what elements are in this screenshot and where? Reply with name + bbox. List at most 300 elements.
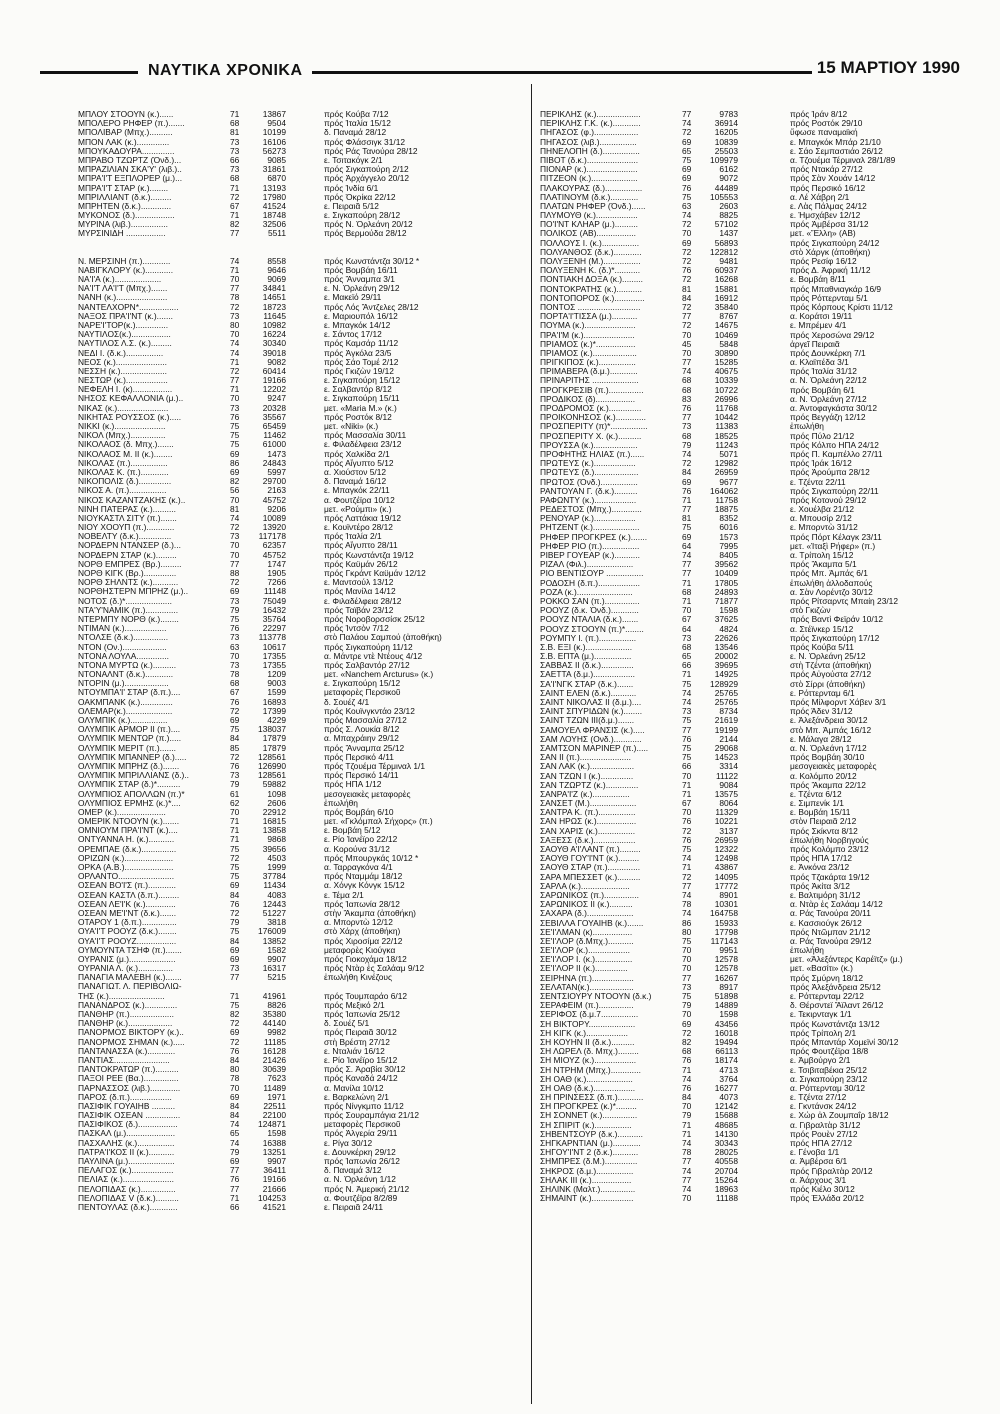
ship-status: πρός Ἰράκ 16/12 [790,459,852,469]
tonnage: 105553 [710,192,738,202]
tonnage: 10301 [714,900,738,910]
build-year: 73 [230,660,240,670]
ship-entry [78,284,528,293]
ship-entry [540,1010,980,1019]
tonnage: 9951 [719,946,738,956]
ship-name: ΟΛΥΜΠΙΚ ΜΠΡΙΛΛΙΑΝΣ (δ.).. [78,771,189,781]
tonnage: 48685 [714,1120,738,1130]
ship-entry [540,1047,980,1056]
ship-status: πρός Ρόττερνταμ 5/1 [790,293,868,303]
tonnage: 8558 [267,256,286,266]
tonnage: 43456 [714,1019,738,1029]
ship-name: ΝΟΡΘΗΣΤΕΡΝ ΜΠΡΗΖ (μ.).. [78,587,189,597]
ship-entry [78,229,528,238]
ship-name: ΠΡΩΤΕΥΣ (δ.)................... [540,468,639,478]
ship-entry [540,1038,980,1047]
build-year: 70 [682,771,692,781]
tonnage: 20704 [714,1166,738,1176]
ship-status: α. Στέϊνκερ 15/12 [790,624,854,634]
ship-status: πρός Χαλκίδα 2/1 [324,449,390,459]
ship-entry [78,670,528,679]
ship-name: ΣΑΡΩΝΙΚΟΣ (π.)............... [540,890,639,900]
ship-entry [540,983,980,992]
build-year: 64 [682,624,692,634]
ship-entry [540,606,980,615]
build-year: 71 [230,991,240,1001]
ship-name: ΠΑΝΟΡΜΟΣ ΣΗΜΑΝ (κ.)..... [78,1037,185,1047]
ship-entry [78,652,528,661]
ship-name: ΝΑΝΤΕΛΧΟΡΝ*................. [78,302,179,312]
ship-status: πρός Γκράντ Καϋμάν 12/12 [324,569,426,578]
ship-status: πρός Κωνστάντζα 30/12 * [324,256,420,266]
build-year: 82 [230,477,240,487]
ship-entry [540,404,980,413]
tonnage: 8352 [719,514,738,524]
build-year: 70 [682,606,692,616]
build-year: 70 [230,651,240,661]
ship-status: ε. Πειραιᾶ 24/11 [324,1202,384,1212]
tonnage: 71877 [714,596,738,606]
ship-name: ΣΕΡΑΦΕΙΜ (π.)............... [540,1001,634,1011]
ship-entry [78,202,528,211]
tonnage: 9084 [719,780,738,790]
ship-status: ε. Μάλαγα 28/12 [790,734,852,744]
ship-entry [540,1001,980,1010]
ship-name: ΝΤΑ'Υ'ΝΑΜΙΚ (π.).............. [78,605,179,615]
tonnage: 11645 [263,311,286,321]
ship-name: ΣΗΓΚΑΡΝΤΙΑΝ (μ.)............ [540,1139,641,1148]
tonnage: 17798 [714,927,738,937]
ship-status: πρός Περσικό 4/11 [324,752,394,762]
ship-entry [540,202,980,211]
ship-status: πρός Γιοκοχάμα 18/12 [324,954,407,964]
ship-status: ε. Ἀμβούργο 2/1 [790,1056,851,1066]
ship-entry [78,744,528,753]
tonnage: 16893 [262,697,286,707]
ship-entry [78,854,528,863]
tonnage: 117178 [258,532,286,542]
build-year: 73 [230,771,240,781]
tonnage: 35840 [714,302,738,312]
ship-entry [540,799,980,808]
ship-entry [78,891,528,900]
ship-name: ΝΙΚΗΤΑΣ ΡΟΥΣΣΟΣ (κ.)..... [78,412,182,422]
ship-entry [540,376,980,385]
ship-status: πρός Καϋμάν 26/12 [324,559,398,569]
ship-status: πρός Λός Ἄντζελες 28/12 [324,302,419,312]
ship-name: ΝΑΒΙΓΚΛΟΡΥ (κ.)............ [78,265,174,275]
build-year: 45 [682,339,692,349]
ship-status: πρός Πειραιᾶ 30/12 [324,1028,397,1038]
ship-status: ε. Δουνκέρκη 29/12 [324,1147,396,1157]
tonnage: 65459 [262,422,286,431]
ship-status: ε. Ρόττερνταμ 22/12 [790,992,864,1001]
ship-status: μετ. «Ἰταξὶ Ρήφερ» (π.) [790,541,876,551]
tonnage: 39018 [262,348,286,358]
ship-entry [78,312,528,321]
build-year: 77 [682,1175,692,1185]
ship-entry [78,1047,528,1056]
tonnage: 1747 [267,559,286,569]
tonnage: 1999 [267,863,286,872]
ship-status: μετ. «Βασίτι» (κ.) [790,964,853,974]
ship-name: ΟΛΥΜΠΙΚ ΑΡΜΟΡ ΙΙ (π.).... [78,725,181,735]
tonnage: 109979 [710,155,738,165]
ship-entry [540,836,980,845]
build-year: 77 [682,1157,692,1167]
ship-name: ΝΙΟΥ ΧΟΟΥΠ (π.)............ [78,523,175,533]
build-year: 74 [682,688,692,698]
ship-status: ε. Ἀλεξάνδρεια 30/12 [790,716,868,726]
tonnage: 37625 [714,615,738,625]
build-year: 73 [230,311,240,321]
tonnage: 12322 [714,845,738,854]
build-year: 66 [682,762,692,772]
tonnage: 9907 [267,1157,286,1166]
ship-status: πρός Τρίπολη 2/1 [790,1028,857,1038]
ship-entry [540,1185,980,1194]
ship-name: ΤΗΣ (κ.)........................ [78,991,165,1001]
build-year: 71 [682,863,692,873]
ship-entry [540,1093,980,1102]
ship-status: πρός Φλάσσιγκ 31/12 [324,137,406,147]
tonnage: 1209 [267,670,286,680]
ship-name: ΣΗΛΙΝΚ (Μαλτ.)............... [540,1184,636,1194]
column-divider [531,84,532,1404]
ship-entry [540,174,980,183]
tonnage: 22100 [262,1111,286,1121]
tonnage: 36411 [263,1166,286,1176]
ship-entry [540,643,980,652]
ship-name: ΝΟΒΕΛΤΥ (δ.κ.).............. [78,532,172,542]
build-year: 67 [230,688,240,698]
build-year: 75 [682,936,692,946]
ship-entry [78,303,528,312]
ship-name: ΡΟΟΥΖ (δ.κ. Ὀνδ.)............ [540,606,639,616]
build-year: 75 [682,743,692,753]
tonnage: 11758 [715,495,738,505]
tonnage: 9003 [267,679,286,689]
ship-entry [78,863,528,872]
ship-status: μεσογειακὲς μεταφορὲς [790,762,877,772]
tonnage: 24893 [714,587,738,597]
ship-name: ΣΑΝ ΤΖΩΝ Ι (κ.).............. [540,771,634,781]
build-year: 73 [682,982,692,992]
tonnage: 11188 [715,1194,738,1204]
ship-status: πρός Περσικό 16/12 [790,183,866,193]
ship-name: ΣΑΡΩΝΙΚΟΣ ΙΙ (κ.).......... [540,900,633,910]
ship-status: πρός Μπουργκάς 10/12 * [324,853,419,863]
tonnage: 7266 [267,578,286,588]
ship-name: ΝΟΡΔΕΡΝ ΣΤΑΡ (κ.)......... [78,550,177,560]
ship-name: ΣΑΜ ΛΟΥΗΣ (Ονδ.)............ [540,734,642,744]
ship-status: ὕφωσε παναμαϊκή [790,128,858,138]
tonnage: 8064 [719,799,738,809]
tonnage: 35764 [262,614,286,624]
ship-name: ΣΕ'Ι'ΛΟΡ (κ.).................. [540,946,630,956]
build-year: 73 [682,422,692,432]
build-year: 74 [230,256,240,266]
ship-name: ΠΕΝΤΟΥΛΑΣ (δ.κ.)............ [78,1202,178,1212]
ship-status: ε. Βομβάη 5/12 [324,826,381,836]
build-year: 78 [230,1074,240,1084]
ship-name: ΝΙΚΟΛΑΟΣ Μ. ΙΙ (κ.)........ [78,449,173,459]
build-year: 67 [230,201,240,211]
ship-entry [78,918,528,927]
ship-entry [540,1121,980,1130]
ship-name: ΠΟΛΥΞΕΝΗ (Μ.)................ [540,257,641,266]
ship-name: ΣΕΒΙΛΛΑ ΓΟΥΑΙΗΒ (κ.)....... [540,918,644,928]
ship-name: ΠΡΩΤΕΥΣ (κ.).................. [540,459,636,469]
ship-entry [78,845,528,854]
ship-status: α. Τζουέμα Τέρμιναλ 28/1/89 [790,155,896,165]
ship-entry [78,431,528,440]
ship-entry [78,459,528,468]
build-year: 75 [682,155,692,165]
ship-name: ΣΗ ΟΑΘ (κ.).................... [540,1074,633,1084]
ship-entry [78,1129,528,1138]
ship-name: ΜΠΛΟΥ ΣΤΟΟΥΝ (κ.)...... [78,110,174,119]
build-year: 81 [682,284,692,294]
ship-entry [78,1065,528,1074]
ship-name: ΜΠΟΥΚΑΔΟΥΡΑ.............. [78,146,175,156]
ship-status: πρός Λαττάκια 19/12 [324,513,402,523]
tonnage: 8825 [719,211,738,221]
ship-name: ΝΟΤΟΣ (δ.)*.................... [78,596,172,606]
build-year: 69 [230,1028,240,1038]
tonnage: 35380 [262,1010,286,1019]
ship-name: ΠΑΝΘΗΡ (π.)................... [78,1010,174,1019]
ship-name: ΠΑΣΙΦΙΚ ΟΣΕΑΝ ............... [78,1111,181,1121]
tonnage: 11185 [263,1037,286,1047]
ship-status: στὸ Σίρρι (ἀποθήκη) [790,679,866,689]
ship-status: πρός Ν. Ἀμερική 21/12 [324,1184,410,1194]
build-year: 76 [682,835,692,845]
ship-entry [540,1020,980,1029]
ship-name: ΣΗ ΠΡΟΓΚΡΕΣ (κ.)*......... [540,1102,637,1112]
ship-name: ΟΛΕΜΑΡ(κ.).................... [78,706,173,716]
ship-status: μεταφορὲς Περσικοῦ [324,688,401,698]
tonnage: 17879 [262,734,286,744]
build-year: 71 [682,789,692,799]
ship-name: ΝΕΟΣ (κ.)...................... [78,357,167,367]
build-year: 85 [230,743,240,753]
ship-status: ε. Ν. Ὀρλεάνη 25/12 [790,652,866,662]
build-year: 80 [682,927,692,937]
ship-name: ΡΑΦΩΝΤΥ (κ.).................. [540,495,637,505]
ship-name: ΜΠΡΗΤΕΝ (δ.κ.)............. [78,201,172,211]
ship-entry [78,771,528,780]
ship-entry [78,624,528,633]
ship-entry [540,184,980,193]
ship-entry [540,1194,980,1203]
header-rule-left [40,71,138,74]
ship-status: ε. Ρίγα 30/12 [324,1138,373,1148]
ship-entry [78,1175,528,1184]
build-year: 69 [230,945,240,955]
ship-status: ε. Τέμα 2/1 [324,890,364,900]
ship-entry [540,386,980,395]
tonnage: 5215 [267,973,286,983]
ship-name: ΠΛΑΤΙΝΟΥΜ (δ.κ.)............ [540,192,639,202]
ship-name: ΟΛΥΜΠΙΚ ΜΠΡΗΖ (δ.)....... [78,761,180,771]
tonnage: 10442 [714,413,738,423]
build-year: 69 [682,1019,692,1029]
ship-entry [78,1010,528,1019]
build-year: 71 [230,357,240,367]
ship-name: ΝΙΚΟΛΑΣ (π.)................ [78,458,168,468]
tonnage: 25765 [714,688,738,698]
ship-name: ΣΗ ΝΤΡΗΜ (Μπχ.)............. [540,1065,641,1075]
tonnage: 16815 [262,817,286,827]
ship-entry [540,588,980,597]
tonnage: 14675 [714,321,738,331]
ship-entry [540,845,980,854]
ship-status: ε. Ἠμσχάβεν 12/12 [790,211,861,221]
ship-name: ΠΑΝΤΙΑΣ........................ [78,1055,170,1065]
build-year: 76 [682,734,692,744]
ship-name: ΣΗΓΟΥ'Ι'ΝΤ 2 (δ.κ.)........... [540,1148,639,1158]
ship-status: πρός Σιγκαπούρη 2/12 [324,165,409,175]
tonnage: 11148 [263,587,286,597]
ship-name: ΣΗΜΠΡΕΣ (δ.Μ.).............. [540,1157,638,1167]
build-year: 72 [682,128,692,138]
ship-status: πρός Σμύρνη 18/12 [790,973,864,983]
ship-name: ΟΣΕΑΝ ΜΕ'Ι'ΝΤ (δ.κ.)....... [78,908,177,918]
ship-name: ΠΟΡΤΑ'Ι'ΤΙΣΣΑ (μ.)........... [540,312,638,322]
ship-name: ΣΗ ΠΡΙΝΣΕΣΣ (δ.π.)........... [540,1093,644,1103]
ship-status: πρός Πύλο 21/12 [790,431,855,441]
ship-name: ΣΑΝ ΙΙ (π.)...................... [540,753,631,763]
tonnage: 1598 [719,1010,738,1020]
ship-name: ΝΕΣΤΩΡ (κ.).................. [78,376,168,386]
ship-name: ΣΑΟΥΘ ΣΤΑΡ (π.).............. [540,863,641,873]
ship-entry [540,119,980,128]
tonnage: 16018 [714,1028,738,1038]
tonnage: 15933 [714,918,738,928]
ship-name: ΝΑΡΕ'Ι'ΤΟΡ(κ.).............. [78,320,169,330]
ship-name: ΟΥΡΑΝΙΣ (μ.).................... [78,954,176,964]
ship-name: ΡΟΔΟΣΗ (δ.π.).................. [540,578,640,588]
tonnage: 104253 [258,1193,286,1203]
tonnage: 11243 [715,440,738,450]
ship-entry [540,303,980,312]
tonnage: 11434 [263,881,286,891]
ship-entry [78,1074,528,1083]
ship-name: ΟΣΕΑΝ ΒΟ'Ι'Σ (π.)............ [78,881,176,891]
build-year: 76 [682,183,692,193]
ship-name: ΣΗΛΑΚ ΙΙΙ (κ.)................. [540,1175,632,1185]
ship-status: ε. Σάο Σεμπαστιάο 26/12 [790,146,883,156]
ship-entry [78,1166,528,1175]
tonnage: 138037 [258,725,286,735]
ship-entry [78,707,528,716]
build-year: 74 [682,909,692,919]
build-year: 67 [682,799,692,809]
ship-name: ΣΗ ΜΙΟΥΖ (κ.).................. [540,1056,637,1066]
ship-entry [540,919,980,928]
tonnage: 14925 [714,670,738,680]
ship-name: ΠΟΛΥΞΕΝΗ Κ. (δ.)*........... [540,266,641,276]
ship-name: ΣΑΝ ΤΖΩΡΤΖ (κ.).............. [540,780,639,790]
ship-status: ε. Βαρκελώνη 2/1 [324,1092,389,1102]
tonnage: 44140 [262,1019,286,1029]
ship-status: πρός ΗΠΑ 17/12 [790,854,853,864]
ship-name: ΣΑΙΝΤ ΕΛΕΝ (δ.κ.)........... [540,688,637,698]
ship-entry [540,928,980,937]
ship-entry [540,891,980,900]
build-year: 77 [230,376,240,386]
build-year: 72 [682,872,692,882]
ship-status: πρός Νίνγκμπο 11/12 [324,1101,404,1111]
build-year: 73 [230,596,240,606]
build-year: 79 [682,440,692,450]
tonnage: 17399 [262,706,286,716]
ship-status: πρός Ἀμβέρσα 31/12 [790,220,869,230]
tonnage: 10199 [262,128,286,138]
ship-status: ε. Τσιβιταβέκια 25/12 [790,1065,867,1075]
ship-status: ἐπωλήθη ἀλλοδαπούς [790,578,873,588]
ship-entry [78,1111,528,1120]
tonnage: 1971 [267,1092,286,1102]
build-year: 70 [230,807,240,817]
build-year: 70 [682,808,692,818]
ship-name: ΜΠΟΛΙΒΑΡ (Μπχ.).......... [78,128,173,138]
ship-entry [78,385,528,394]
ship-name: ΝΤΙΜΑΝ (κ.).................. [78,624,167,634]
build-year: 77 [682,569,692,579]
build-year: 77 [682,881,692,891]
ship-status: πρός Σκίκντα 8/12 [790,826,858,836]
ship-name: ΠΟΝΤΙΑΚΗ ΔΟΞΑ (κ.)......... [540,275,643,285]
ship-status: ε. Μπρέμεν 4/1 [790,321,847,331]
ship-name: ΠΡΙΑΜΟΣ (κ.)*................. [540,339,636,349]
tonnage: 8734 [719,707,738,717]
build-year: 74 [230,513,240,523]
ship-status: δ. Παναμά 3/12 [324,1166,382,1176]
ship-status: ε. Γένοβα 1/1 [790,1148,840,1158]
ship-status: α. Μανίλα 10/12 [324,1083,384,1093]
ship-name: ΠΡΙΓΚΙΠΟΣ (κ.)................ [540,358,636,368]
ship-entry [540,882,980,891]
build-year: 71 [682,780,692,790]
tonnage: 14130 [714,1129,738,1139]
ship-status: πρός Ἀκίτα 3/12 [790,881,850,891]
ship-entry [78,138,528,147]
ship-status: πρός Μανίλα 14/12 [324,587,396,597]
ship-status: ε. Τζέντα 27/12 [790,1093,847,1103]
tonnage: 2144 [719,734,738,744]
ship-name: ΠΟΥΜΑ (κ.)...................... [540,321,636,331]
tonnage: 6016 [719,523,738,533]
ship-status: ε. Σαλβαντόρ 8/12 [324,385,392,395]
ship-status: α. Φουτζέϊρα 8/2/89 [324,1193,398,1203]
ship-entry [540,790,980,799]
build-year: 73 [230,633,240,643]
build-year: 71 [230,817,240,827]
ship-entry [78,1038,528,1047]
build-year: 75 [682,716,692,726]
ship-status: δ. Παναμά 28/12 [324,128,387,138]
ship-name: ΠΡΟΙΚΟΝΗΣΟΣ (κ.)............. [540,413,646,423]
ship-entry [540,478,980,487]
ship-entry [78,266,528,275]
ship-entry [78,514,528,523]
tonnage: 62357 [262,541,286,551]
build-year: 71 [230,1193,240,1203]
tonnage: 14889 [714,1001,738,1011]
tonnage: 12202 [262,385,286,395]
